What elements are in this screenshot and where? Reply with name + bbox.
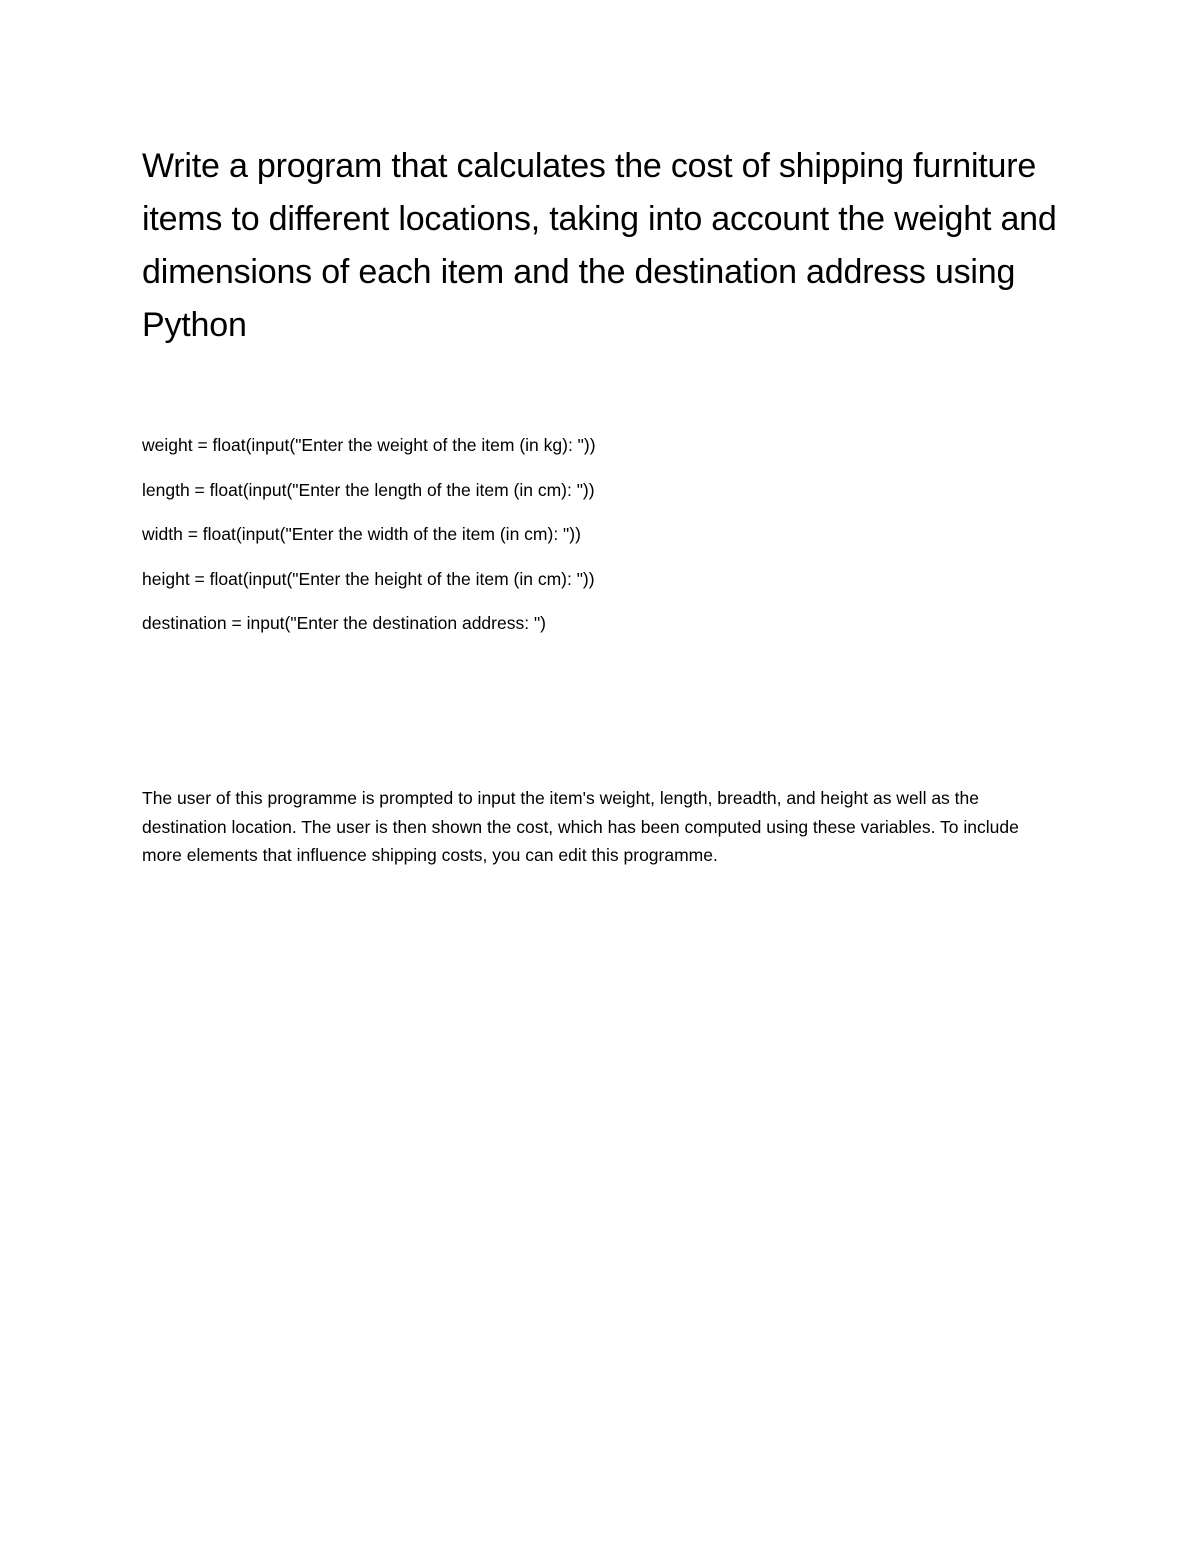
code-line-height: height = float(input("Enter the height of the item (in cm): ")) [142,568,595,589]
document-heading: Write a program that calculates the cost of shipping furniture items to different locations, taking into account the weight and dimensions of each item and the destination address using Python [142,147,1057,344]
code-block [142,430,1042,653]
description-paragraph: The user of this programme is prompted to input the item's weight, length, breadth, and height as well as the destination location. The user is then shown the cost, which has been computed using these variables. To include more elements that influence shipping costs, you can edit this programme. [142,788,1019,865]
code-line-weight: weight = float(input("Enter the weight of the item (in kg): ")) [142,435,596,455]
code-line-destination: destination = input("Enter the destination address: ") [142,613,546,633]
code-line-length: length = float(input("Enter the length of the item (in cm): ")) [142,479,595,500]
code-line-width: width = float(input("Enter the width of the item (in cm): ")) [142,524,581,544]
